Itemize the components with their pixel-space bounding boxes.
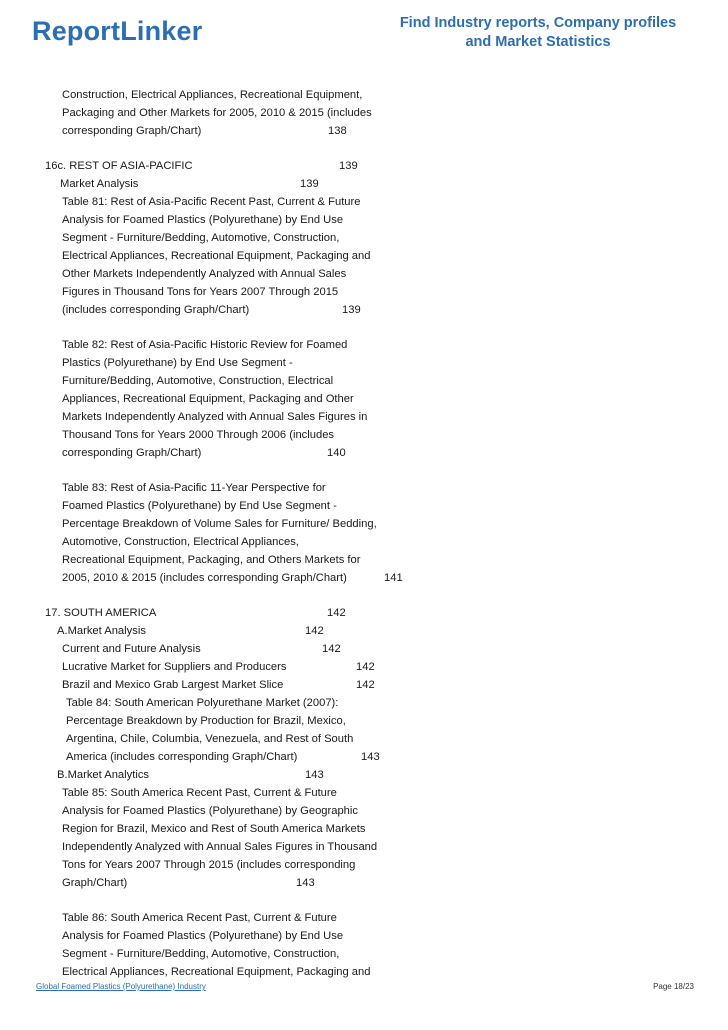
tagline-line-1: Find Industry reports, Company profiles [399,15,677,31]
toc-entry-text: Furniture/Bedding, Automotive, Construction, Electrical [62,375,334,387]
toc-entry [0,784,728,802]
toc-entry [0,748,728,766]
toc-entry-text: Segment - Furniture/Bedding, Automotive, Construction, [62,232,340,244]
toc-entry-text: (includes corresponding Graph/Chart) [62,304,250,316]
toc-entry-text: Argentina, Chile, Columbia, Venezuela, and Rest of South [66,733,354,745]
toc-entry [0,354,728,372]
toc-entry [0,390,728,408]
toc-entry [0,283,728,301]
toc-entry [0,766,728,784]
toc-entry [0,193,728,211]
toc-entry [0,820,728,838]
header-tagline [388,14,688,52]
toc-entry [0,211,728,229]
toc-entry-page: 143 [296,877,315,889]
tagline-line-2: and Market Statistics [465,34,611,50]
toc-entry-text: Table 86: South America Recent Past, Current & Future [62,912,337,924]
toc-entry [0,122,728,140]
toc-entry-text: Table 83: Rest of Asia-Pacific 11-Year Perspective for [62,482,326,494]
toc-entry-text: Other Markets Independently Analyzed with Annual Sales [62,268,347,280]
toc-entry-text: A.Market Analysis [57,625,146,637]
toc-entry-text: Electrical Appliances, Recreational Equipment, Packaging and [62,250,371,262]
toc-entry [0,372,728,390]
toc-entry-text: B.Market Analytics [57,769,150,781]
toc-entry-text: Recreational Equipment, Packaging, and Others Markets for [62,554,361,566]
toc-entry-page: 142 [322,643,341,655]
toc-entry-text: Foamed Plastics (Polyurethane) by End Use Segment - [62,500,337,512]
toc-entry-text: Market Analysis [60,178,139,190]
toc-entry-page: 138 [328,125,347,137]
footer-page-number: Page 18/23 [653,982,694,991]
toc-entry-page: 141 [384,572,403,584]
toc-entry [0,945,728,963]
toc-entry-text: Thousand Tons for Years 2000 Through 2006 (includes [62,429,335,441]
toc-entry-text: Region for Brazil, Mexico and Rest of South America Markets [62,823,366,835]
toc-entry [0,694,728,712]
toc-entry-text: Brazil and Mexico Grab Largest Market Slice [62,679,284,691]
toc-entry-text: corresponding Graph/Chart) [62,447,202,459]
toc-entry [0,515,728,533]
toc-entry [0,604,728,622]
toc-entry-text: 16c. REST OF ASIA-PACIFIC [45,160,193,172]
toc-entry-page: 143 [361,751,380,763]
toc-entry-text: Percentage Breakdown by Production for Brazil, Mexico, [66,715,346,727]
toc-entry-text: 17. SOUTH AMERICA [45,607,157,619]
toc-entry-text: Graph/Chart) [62,877,128,889]
toc-entry-text: Table 81: Rest of Asia-Pacific Recent Past, Current & Future [62,196,361,208]
toc-entry [0,658,728,676]
toc-entry [0,838,728,856]
toc-entry-text: Table 84: South American Polyurethane Market (2007): [66,697,339,709]
toc-entry-text: America (includes corresponding Graph/Chart) [66,751,298,763]
toc-entry [0,569,728,587]
toc-entry-text: Markets Independently Analyzed with Annual Sales Figures in [62,411,368,423]
footer-report-title[interactable]: Global Foamed Plastics (Polyurethane) Industry [36,982,206,991]
toc-entry-text: Analysis for Foamed Plastics (Polyurethane) by End Use [62,214,344,226]
toc-entry [0,86,728,104]
toc-entry-text: Segment - Furniture/Bedding, Automotive, Construction, [62,948,340,960]
toc-entry [0,301,728,319]
toc-entry [0,927,728,945]
toc-entry-page: 139 [339,160,358,172]
toc-entry [0,802,728,820]
toc-entry [0,104,728,122]
toc-entry [0,874,728,892]
toc-entry-text: Plastics (Polyurethane) by End Use Segment - [62,357,293,369]
toc-entry [0,963,728,981]
toc-entry [0,444,728,462]
toc-entry-page: 139 [300,178,319,190]
toc-entry [0,408,728,426]
toc-entry-text: Table 82: Rest of Asia-Pacific Historic Review for Foamed [62,339,348,351]
toc-entry-text: Electrical Appliances, Recreational Equipment, Packaging and [62,966,371,978]
toc-entry-text: Lucrative Market for Suppliers and Producers [62,661,287,673]
toc-entry [0,622,728,640]
toc-entry-text: Tons for Years 2007 Through 2015 (includes corresponding [62,859,356,871]
toc-entry [0,336,728,354]
toc-entry-page: 142 [305,625,324,637]
toc-entry [0,551,728,569]
toc-entry-page: 139 [342,304,361,316]
toc-entry [0,479,728,497]
toc-entry-text: Percentage Breakdown of Volume Sales for Furniture/ Bedding, [62,518,377,530]
toc-entry-page: 142 [356,661,375,673]
toc-entry-page: 143 [305,769,324,781]
toc-entry [0,676,728,694]
toc-entry-text: Analysis for Foamed Plastics (Polyurethane) by End Use [62,930,344,942]
toc-entry-text: 2005, 2010 & 2015 (includes corresponding Graph/Chart) [62,572,347,584]
toc-entry-text: Figures in Thousand Tons for Years 2007 Through 2015 [62,286,339,298]
toc-entry-text: Analysis for Foamed Plastics (Polyurethane) by Geographic [62,805,358,817]
toc-entry [0,426,728,444]
toc-entry-text: Automotive, Construction, Electrical Appliances, [62,536,299,548]
toc-entry-text: Independently Analyzed with Annual Sales Figures in Thousand [62,841,378,853]
toc-entry-text: corresponding Graph/Chart) [62,125,202,137]
toc-entry [0,533,728,551]
toc-entry [0,265,728,283]
toc-entry-text: Current and Future Analysis [62,643,201,655]
toc-entry-page: 142 [356,679,375,691]
toc-entry [0,157,728,175]
toc-entry [0,909,728,927]
brand-logo: ReportLinker [32,16,203,46]
toc-entry [0,497,728,515]
toc-entry [0,175,728,193]
toc-entry-text: Appliances, Recreational Equipment, Packaging and Other [62,393,354,405]
toc-entry-page: 142 [327,607,346,619]
toc-entry-page: 140 [327,447,346,459]
toc-entry-text: Packaging and Other Markets for 2005, 2010 & 2015 (includes [62,107,372,119]
toc-entry [0,247,728,265]
toc-entry-text: Construction, Electrical Appliances, Recreational Equipment, [62,89,363,101]
toc-entry [0,640,728,658]
toc-entry-text: Table 85: South America Recent Past, Current & Future [62,787,337,799]
toc-entry [0,229,728,247]
toc-entry [0,730,728,748]
toc-entry [0,712,728,730]
toc-entry [0,856,728,874]
